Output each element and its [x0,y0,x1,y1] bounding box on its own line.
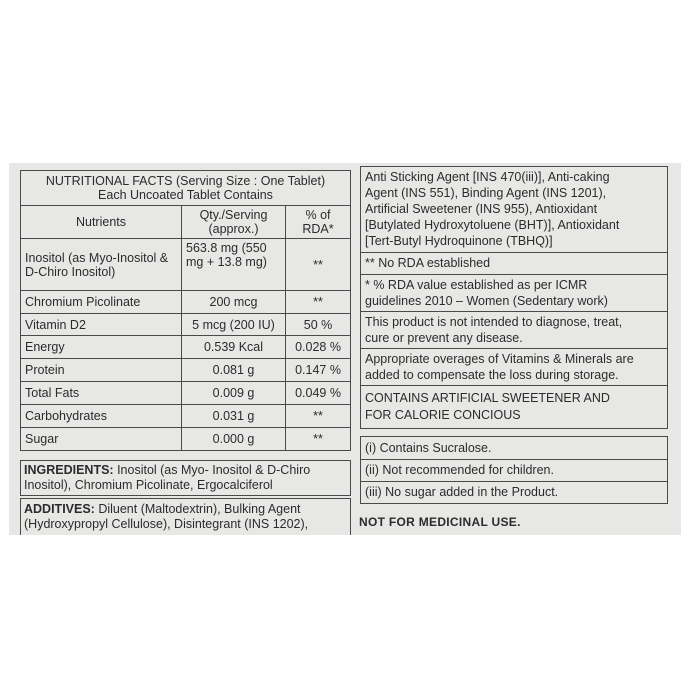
rda-note-box [360,275,668,312]
nutrient-name: Carbohydrates [21,405,182,428]
additives-label: ADDITIVES: [24,502,95,516]
nutrient-qty: 0.031 g [182,405,286,428]
header-qty-line1: Qty./Serving [199,208,268,222]
contains-line: CONTAINS ARTIFICIAL SWEETENER AND [365,391,610,405]
divider [361,459,667,460]
nutrient-name: Sugar [21,428,182,451]
overages-line: Appropriate overages of Vitamins & Minerals are [365,352,634,366]
nutrient-qty: 563.8 mg (550 mg + 13.8 mg) [182,239,286,291]
additives-box [20,498,351,535]
additives-line1 [24,502,301,517]
nutrition-subtitle: Each Uncoated Tablet Contains [98,188,273,202]
additives-cont-line: Anti Sticking Agent [INS 470(iii)], Anti-caking [365,170,610,184]
additives-cont-line: [Butylated Hydroxytoluene (BHT)], Antioxidant [365,218,620,232]
nutrient-rda: 0.147 % [286,359,351,382]
nutrient-name: Total Fats [21,382,182,405]
table-row [21,428,351,451]
table-row [21,239,351,291]
rda-note-line: guidelines 2010 – Women (Sedentary work) [365,294,608,308]
nutrition-header-row [21,206,351,239]
nutrient-name: Energy [21,336,182,359]
table-row [21,359,351,382]
table-row [21,382,351,405]
nutrient-qty: 0.539 Kcal [182,336,286,359]
table-row [21,314,351,336]
disclaimer-line: This product is not intended to diagnose, treat, [365,315,623,329]
additives-text: Diluent (Maltodextrin), Bulking Agent [94,502,301,516]
not-for-medicinal-use: NOT FOR MEDICINAL USE. [359,515,521,529]
note-item: (ii) Not recommended for children. [365,463,554,477]
nutrient-name: Vitamin D2 [21,314,182,336]
nutrition-facts-table [20,170,351,451]
contains-box [360,386,668,429]
nutrient-rda: 0.049 % [286,382,351,405]
nutrient-qty: 0.009 g [182,382,286,405]
divider [361,481,667,482]
header-nutrients: Nutrients [21,206,182,239]
ingredients-box [20,460,351,496]
table-row [21,336,351,359]
contains-line: FOR CALORIE CONCIOUS [365,408,521,422]
notes-box [360,436,668,504]
ingredients-label: INGREDIENTS: [24,463,114,477]
note-item: (iii) No sugar added in the Product. [365,485,559,499]
additives-cont-line: Artificial Sweetener (INS 955), Antioxidant [365,202,598,216]
header-rda-line2: RDA* [302,222,334,236]
additives-cont-line: Agent (INS 551), Binding Agent (INS 1201), [365,186,607,200]
additives-line2: (Hydroxypropyl Cellulose), Disintegrant (INS 1202), [24,517,309,531]
disclaimer-line: cure or prevent any disease. [365,331,523,345]
overages-box [360,349,668,386]
no-rda-text: ** No RDA established [365,256,491,270]
additives-cont-line: [Tert-Butyl Hydroquinone (TBHQ)] [365,234,553,248]
nutrient-name: Chromium Picolinate [21,291,182,314]
header-qty-line2: (approx.) [208,222,259,236]
nutrient-rda: ** [286,239,351,291]
table-row [21,405,351,428]
nutrient-rda: ** [286,405,351,428]
rda-note-line: * % RDA value established as per ICMR [365,278,588,292]
header-rda-line1: % of [305,208,331,222]
table-row [21,291,351,314]
overages-line: added to compensate the loss during storage. [365,368,619,382]
no-rda-box [360,253,668,275]
nutrient-qty: 0.000 g [182,428,286,451]
nutrient-rda: ** [286,291,351,314]
header-rda [286,206,351,239]
note-item: (i) Contains Sucralose. [365,441,492,455]
ingredients-line2: Inositol), Chromium Picolinate, Ergocalciferol [24,478,273,492]
label-panel [9,163,681,535]
nutrient-qty: 200 mcg [182,291,286,314]
ingredients-text: Inositol (as Myo- Inositol & D-Chiro [113,463,311,477]
nutrition-title-row [21,171,351,206]
disclaimer-box [360,312,668,349]
nutrient-qty: 0.081 g [182,359,286,382]
nutrition-title: NUTRITIONAL FACTS (Serving Size : One Tablet) [45,174,326,188]
nutrient-rda: 50 % [286,314,351,336]
additives-continued-box [360,166,668,253]
nutrient-rda: ** [286,428,351,451]
ingredients-line1 [24,463,310,478]
nutrient-rda: 0.028 % [286,336,351,359]
nutrient-qty: 5 mcg (200 IU) [182,314,286,336]
header-qty [182,206,286,239]
nutrient-name: Inositol (as Myo-Inositol & D-Chiro Inositol) [21,239,182,291]
nutrient-name: Protein [21,359,182,382]
